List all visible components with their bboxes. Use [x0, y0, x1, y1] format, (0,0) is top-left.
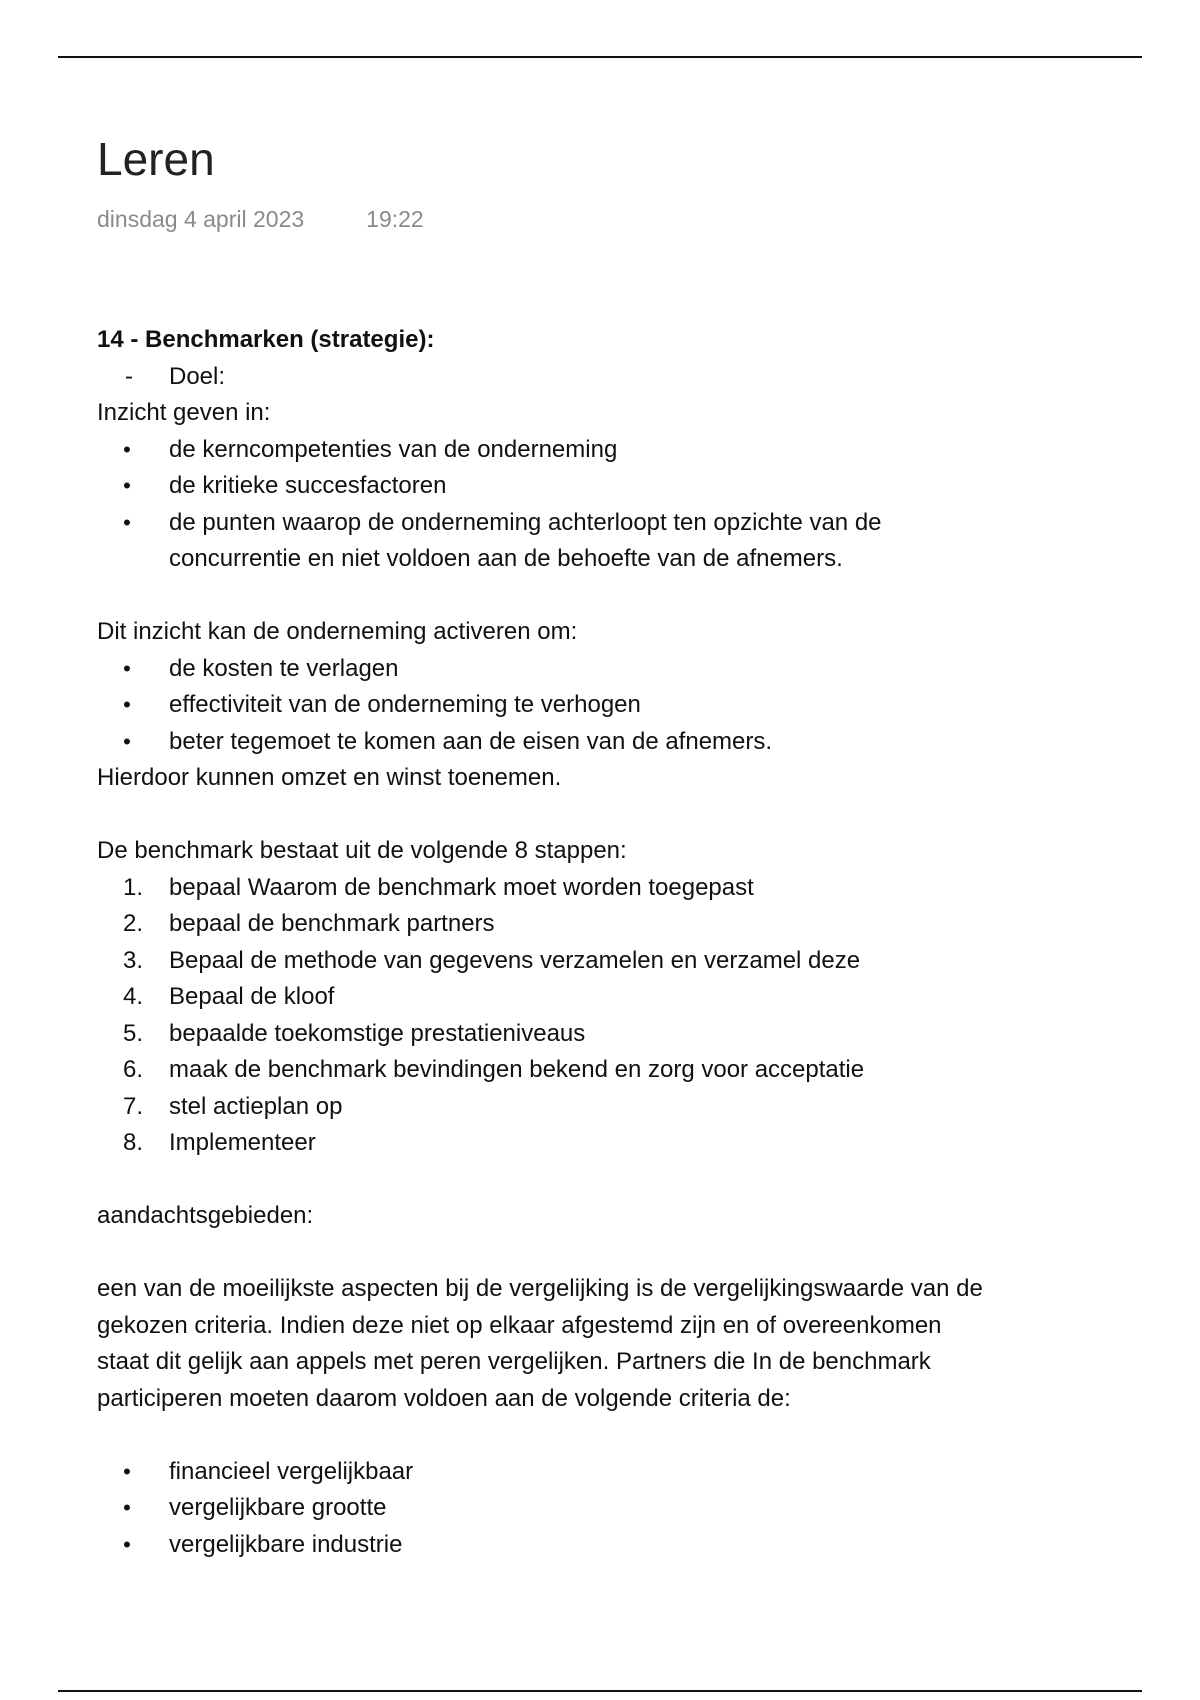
step-text: stel actieplan op [169, 1092, 343, 1120]
list-item [97, 468, 1097, 505]
list-item [97, 651, 1097, 688]
bottom-divider [58, 1690, 1142, 1692]
list-item-text: de kerncompetenties van de onderneming [169, 435, 618, 463]
step-item [97, 1089, 1097, 1126]
step-number: 8. [122, 1129, 143, 1156]
insight-intro: Inzicht geven in: [97, 399, 271, 426]
step-number: 7. [122, 1092, 143, 1120]
step-text: bepaal Waarom de benchmark moet worden toegepast [169, 873, 754, 901]
step-number: 2. [122, 910, 143, 937]
list-item [97, 505, 999, 578]
step-text: maak de benchmark bevindingen bekend en zorg voor acceptatie [169, 1056, 865, 1083]
step-number: 5. [122, 1019, 143, 1047]
step-text: bepaal de benchmark partners [169, 910, 495, 937]
step-text: Bepaal de methode van gegevens verzamelen en verzamel deze [169, 946, 861, 974]
list-item [97, 1490, 1097, 1527]
page-time: 19:22 [366, 206, 424, 232]
bullet-marker: • [123, 1495, 131, 1520]
top-divider [58, 56, 1142, 58]
step-item [97, 979, 1097, 1016]
dash-item-text: Doel: [169, 362, 226, 390]
step-item [97, 1052, 1097, 1089]
spacer [97, 1417, 1097, 1454]
page-title: Leren [97, 133, 215, 185]
insight-list [97, 432, 1097, 578]
step-item [97, 1125, 1097, 1162]
step-item [97, 1016, 1097, 1053]
list-item [97, 1454, 1097, 1491]
dash-list [97, 359, 1097, 396]
spacer [97, 1235, 1097, 1272]
step-number: 6. [122, 1056, 143, 1083]
bullet-marker: • [123, 655, 131, 681]
dash-marker: - [125, 362, 133, 390]
spacer [97, 797, 1097, 834]
list-item-text: financieel vergelijkbaar [169, 1457, 414, 1485]
spacer [97, 578, 1097, 615]
list-item-text: de punten waarop de onderneming achterloopt ten opzichte van de concurrentie en niet voldoen aan de behoefte van de afnemers. [169, 508, 882, 572]
focus-label: aandachtsgebieden: [97, 1202, 314, 1229]
steps-intro: De benchmark bestaat uit de volgende 8 stappen: [97, 837, 627, 864]
criteria-list [97, 1454, 1097, 1564]
bullet-marker: • [123, 436, 131, 462]
result-text: Hierdoor kunnen omzet en winst toenemen. [97, 764, 562, 791]
step-text: Implementeer [169, 1129, 316, 1156]
step-text: Bepaal de kloof [169, 983, 335, 1010]
bullet-marker: • [123, 473, 131, 498]
list-item-text: beter tegemoet te komen aan de eisen van de afnemers. [169, 727, 773, 755]
activate-list [97, 651, 1097, 761]
list-item-text: de kritieke succesfactoren [169, 472, 447, 499]
step-number: 3. [122, 946, 143, 974]
page-date: dinsdag 4 april 2023 [97, 206, 305, 232]
step-item [97, 943, 1097, 980]
list-item-text: de kosten te verlagen [169, 654, 399, 682]
bullet-marker: • [123, 692, 131, 717]
step-number: 1. [122, 873, 143, 901]
page-meta [97, 206, 424, 233]
step-number: 4. [122, 983, 143, 1010]
section-heading: 14 - Benchmarken (strategie): [97, 326, 435, 353]
list-item-text: effectiviteit van de onderneming te verhogen [169, 691, 641, 718]
step-item [97, 906, 1097, 943]
bullet-marker: • [123, 1458, 131, 1484]
list-item-text: vergelijkbare grootte [169, 1494, 387, 1521]
bullet-marker: • [123, 1531, 131, 1557]
focus-paragraph: een van de moeilijkste aspecten bij de vergelijking is de vergelijkingswaarde van de gekozen criteria. Indien deze niet op elkaar afgestemd zijn en of overeenkomen staat dit gelijk aan appels met peren vergelijken. Partners die In de benchmark participeren moeten daarom voldoen aan de volgende criteria de: [97, 1275, 983, 1412]
dash-list-item [97, 359, 1097, 396]
list-item [97, 432, 1097, 469]
list-item [97, 724, 1097, 761]
list-item [97, 687, 1097, 724]
spacer [97, 1162, 1097, 1199]
note-content [97, 322, 1097, 1563]
bullet-marker: • [123, 728, 131, 754]
step-item [97, 870, 1097, 907]
step-text: bepaalde toekomstige prestatieniveaus [169, 1019, 586, 1047]
bullet-marker: • [123, 509, 131, 535]
steps-list [97, 870, 1097, 1162]
list-item [97, 1527, 1097, 1564]
activate-intro: Dit inzicht kan de onderneming activeren om: [97, 618, 578, 645]
list-item-text: vergelijkbare industrie [169, 1530, 403, 1558]
